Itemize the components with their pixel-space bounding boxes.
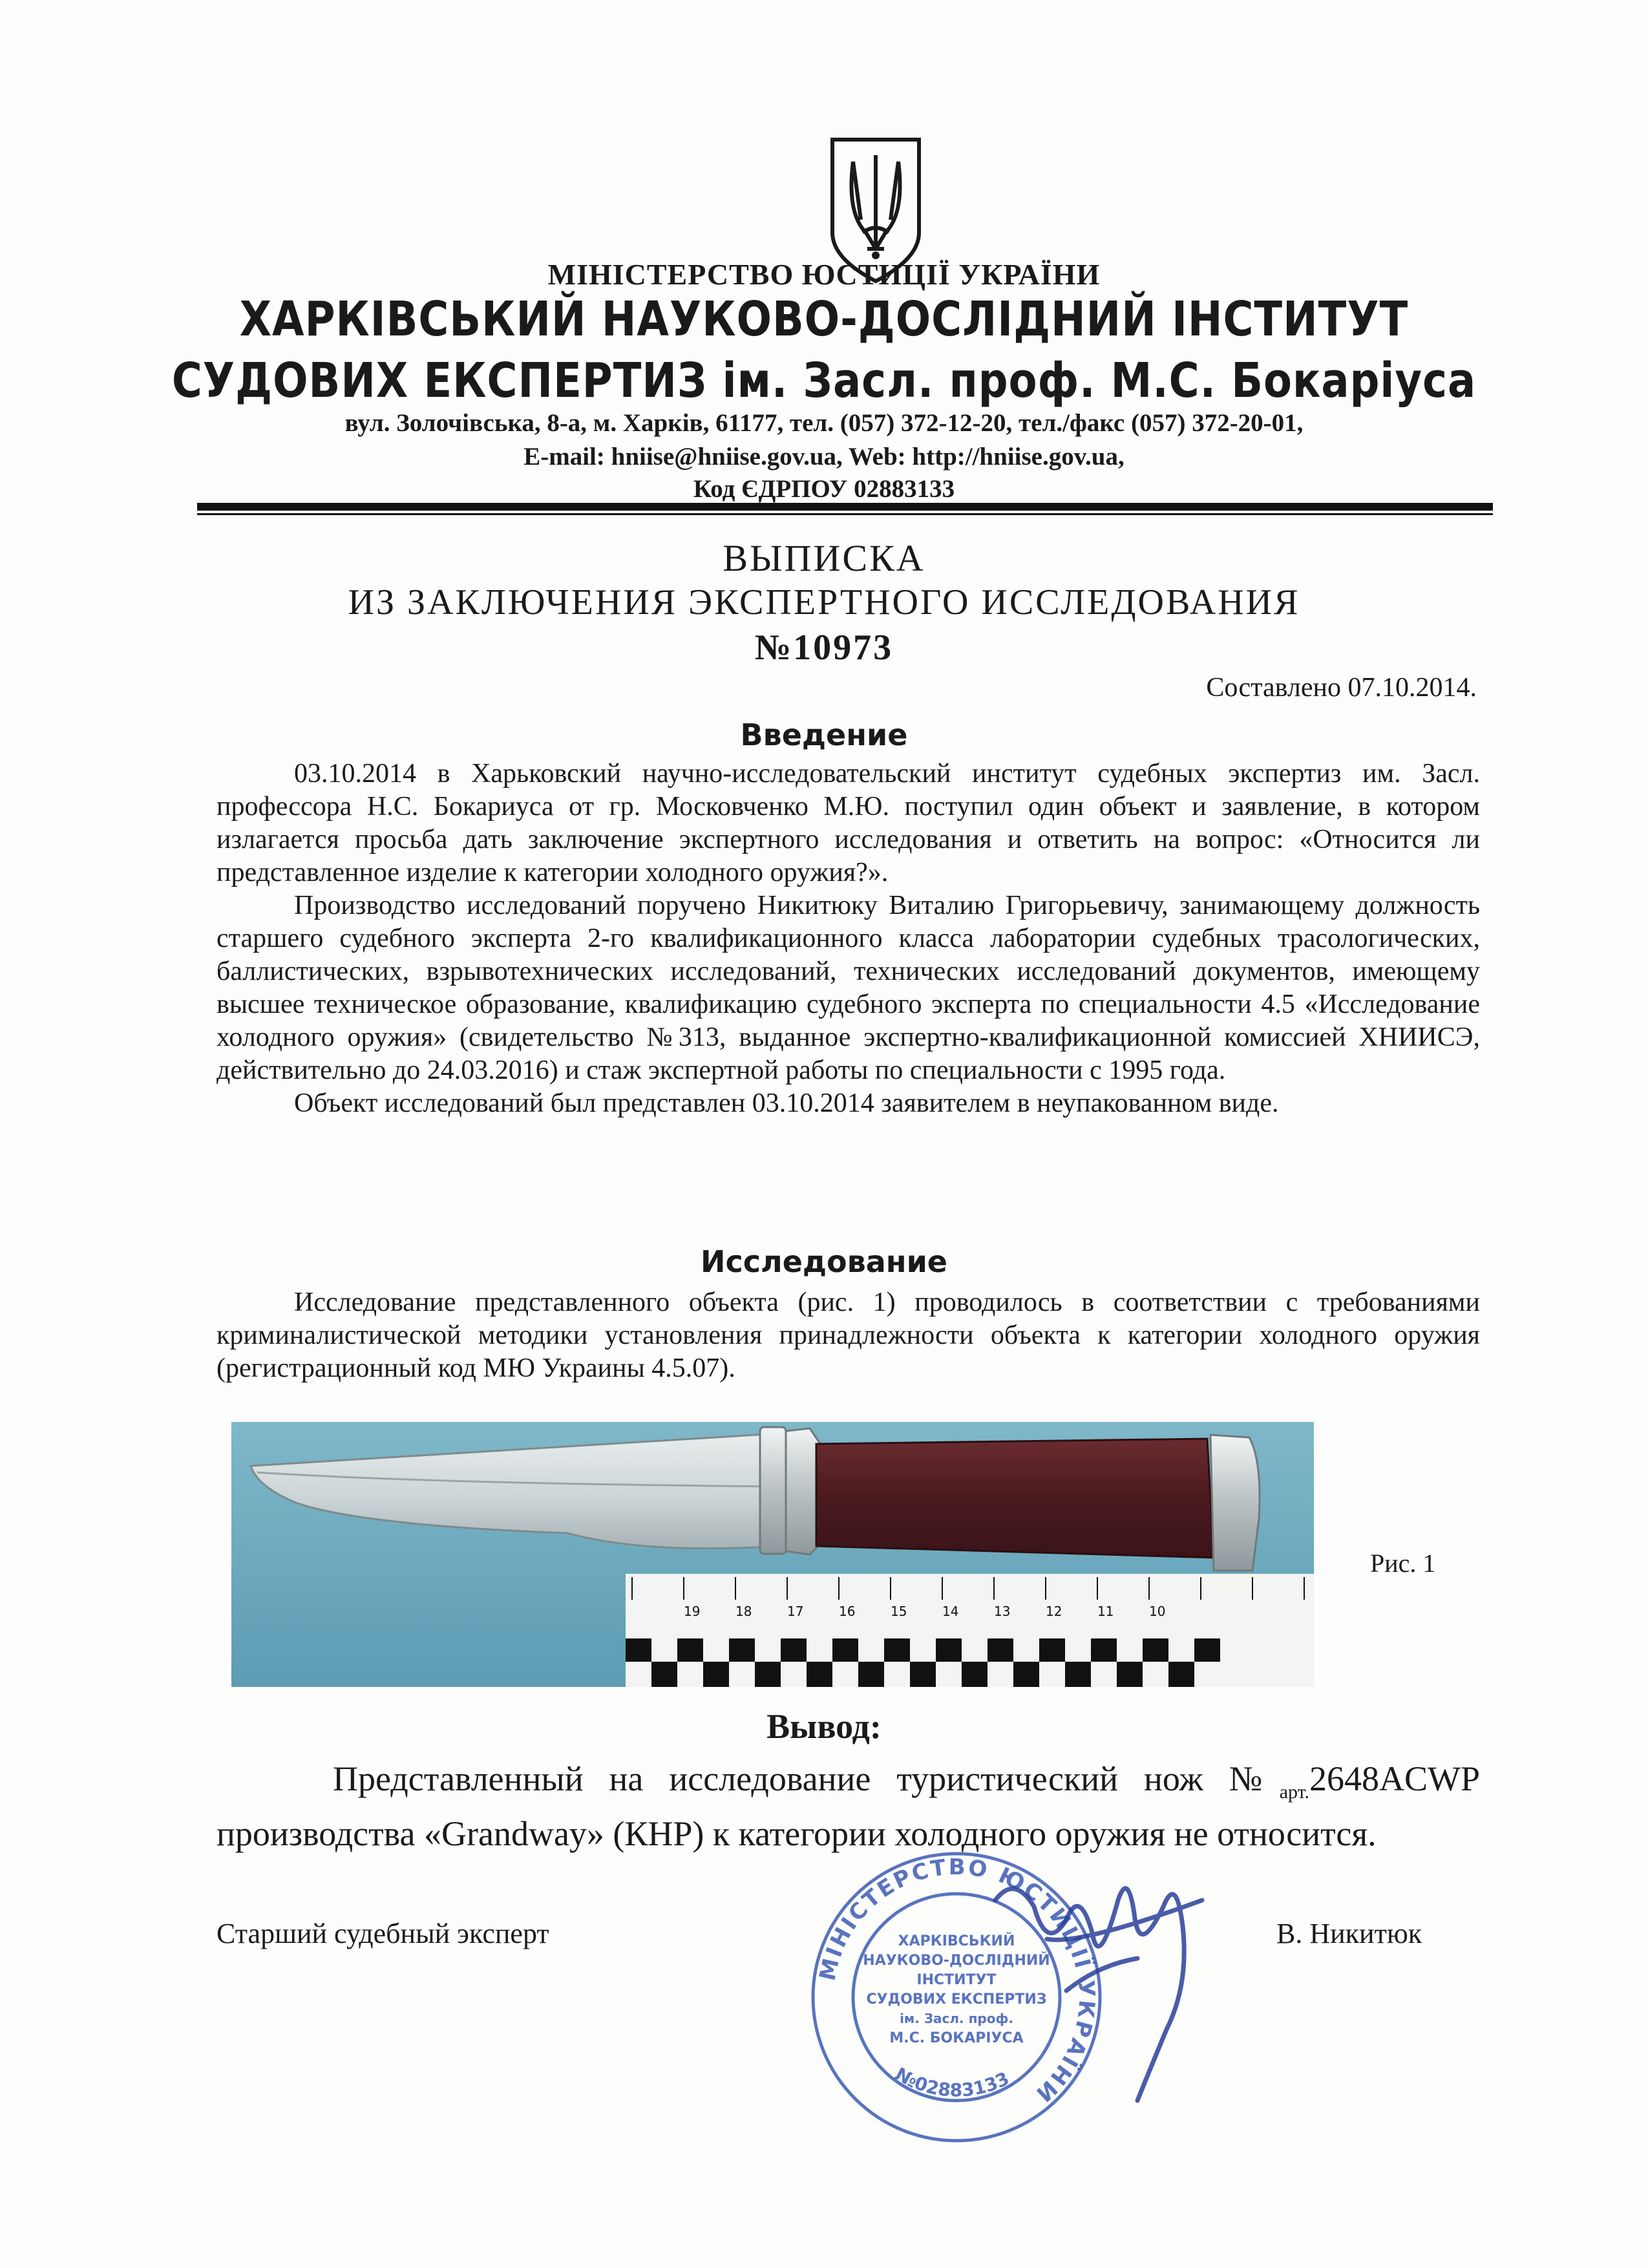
- intro-paragraph: Производство исследований поручено Никитюку Виталию Григорьевичу, занимающему должность старшего судебного эксперта 2-го квалификационного класса лаборатории судебных трасологических, баллистических, взрывотехнических исследований, технических исследований документов, имеющему высшее техническое образование, квалификацию судебного эксперта по специальности 4.5 «Исследование холодного оружия» (свидетельство №313, выданное экспертно-квалификационной комиссией ХНИИСЭ, действительно до 24.03.2016) и стаж экспертной работы по специальности с 1995 года.: [217, 891, 1480, 1085]
- ruler-number: 11: [1097, 1604, 1114, 1619]
- ruler-number: 12: [1046, 1604, 1062, 1619]
- section-heading-intro: Введение: [740, 717, 908, 752]
- document-subtitle: ИЗ ЗАКЛЮЧЕНИЯ ЭКСПЕРТНОГО ИССЛЕДОВАНИЯ: [348, 582, 1300, 622]
- handwritten-signature: [969, 1861, 1241, 2107]
- conclusion-text: [217, 1758, 1480, 1854]
- research-paragraph: Исследование представленного объекта (рис. 1) проводилось в соответствии с требованиями криминалистической методики установления принадлежности объекта к категории холодного оружия (регистрационный код МЮ Украины 4.5.07).: [217, 1288, 1480, 1383]
- stamp-inner-text: ІНСТИТУТ: [916, 1972, 997, 1988]
- conclusion-text-end: 2648ACWP производства «Grandway» (КНР) к категории холодного оружия не относится.: [217, 1759, 1480, 1853]
- document-number: №10973: [754, 628, 894, 668]
- signer-name: В. Никитюк: [1276, 1918, 1422, 1949]
- ruler-number: 13: [994, 1604, 1011, 1619]
- institute-name-line1: ХАРКІВСЬКИЙ НАУКОВО-ДОСЛІДНИЙ ІНСТИТУТ: [239, 292, 1409, 348]
- institute-address: вул. Золочівська, 8-а, м. Харків, 61177, тел. (057) 372-12-20, тел./факс (057) 372-20-01,: [344, 409, 1304, 437]
- ministry-name: МІНІСТЕРСТВО ЮСТИЦІЇ УКРАЇНИ: [547, 258, 1101, 291]
- intro-text: [217, 758, 1480, 1120]
- conclusion-paragraph: [217, 1758, 1480, 1854]
- institute-code: Код ЄДРПОУ 02883133: [693, 475, 955, 503]
- stamp-outer-text: МІНІСТЕРСТВО ЮСТИЦІЇ УКРАЇНИ: [814, 1854, 1100, 2108]
- ruler-number: 18: [735, 1604, 752, 1619]
- composed-date: Составлено 07.10.2014.: [1206, 673, 1477, 703]
- article-subscript: арт.: [1279, 1781, 1309, 1803]
- research-text: [217, 1286, 1480, 1385]
- knife-photo: [231, 1422, 1314, 1687]
- institute-name-line2: СУДОВИХ ЕКСПЕРТИЗ ім. Засл. проф. М.С. Бокаріуса: [171, 354, 1477, 409]
- stamp-inner-text: ХАРКІВСЬКИЙ: [898, 1933, 1015, 1949]
- ruler-number: 16: [839, 1604, 856, 1619]
- institute-contacts: E-mail: hniise@hniise.gov.ua, Web: http://hniise.gov.ua,: [523, 443, 1125, 471]
- document-title: ВЫПИСКА: [723, 537, 925, 579]
- ruler-number: 17: [787, 1604, 804, 1619]
- intro-paragraph: 03.10.2014 в Харьковский научно-исследовательский институт судебных экспертиз им. Засл. профессора Н.С. Бокариуса от гр. Московченко М.Ю. поступил один объект и заявление, в котором излагается просьба дать заключение экспертного исследования и ответить на вопрос: «Относится ли представленное изделие к категории холодного оружия?».: [217, 759, 1480, 887]
- section-heading-conclusion: Вывод:: [766, 1707, 882, 1746]
- conclusion-text-start: Представленный на исследование туристический нож №: [333, 1759, 1280, 1798]
- ruler-number: 19: [684, 1604, 701, 1619]
- header-divider-thin: [197, 513, 1493, 515]
- stamp-inner-text: М.С. БОКАРІУСА: [889, 2030, 1024, 2046]
- ruler-number: 15: [891, 1604, 907, 1619]
- ruler: [626, 1574, 1314, 1687]
- stamp-code: №02883133: [891, 2063, 1013, 2101]
- stamp-inner-text: НАУКОВО-ДОСЛІДНИЙ: [863, 1953, 1050, 1969]
- intro-paragraph: Объект исследований был представлен 03.10.2014 заявителем в неупакованном виде.: [294, 1088, 1279, 1118]
- ruler-number: 14: [942, 1604, 959, 1619]
- stamp-inner-text: ім. Засл. проф.: [900, 2011, 1013, 2026]
- ruler-number: 10: [1149, 1604, 1166, 1619]
- figure-caption: Рис. 1: [1370, 1549, 1436, 1578]
- header-divider: [197, 503, 1493, 511]
- signer-position: Старший судебный эксперт: [217, 1918, 549, 1949]
- section-heading-research: Исследование: [700, 1244, 948, 1279]
- stamp-inner-text: СУДОВИХ ЕКСПЕРТИЗ: [866, 1991, 1047, 2008]
